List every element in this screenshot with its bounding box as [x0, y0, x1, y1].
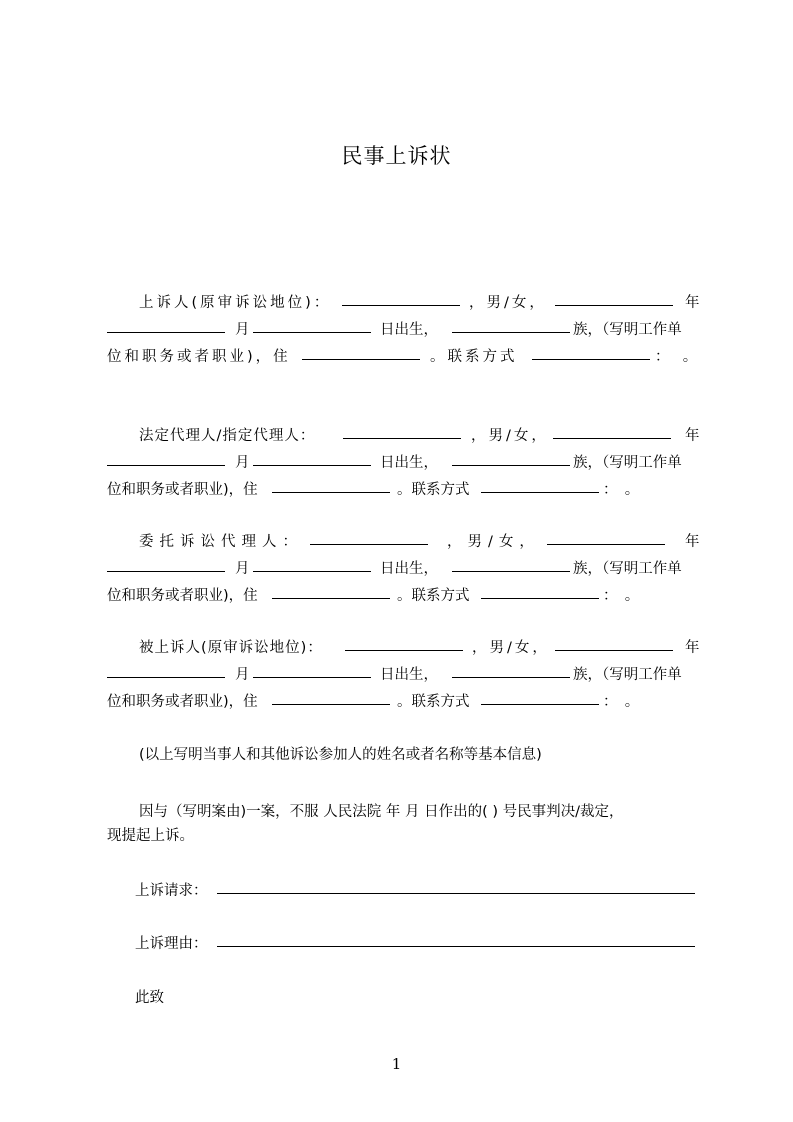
- page-number: 1: [391, 1055, 402, 1073]
- entrusted-agent-line-2: [107, 557, 699, 584]
- appellant-end: ： 。: [655, 349, 701, 365]
- reason-label: 上诉理由：: [135, 936, 208, 952]
- cause-text-1: 因与（写明案由)一案，不服 人民法院 年 月 日作出的( ) 号民事判决/裁定，: [139, 804, 624, 820]
- legal-agent-birth: 日出生，: [380, 455, 438, 471]
- legal-agent-month-blank: [107, 451, 225, 466]
- legal-agent-line-3: [107, 478, 699, 505]
- appellant-year: 年: [685, 295, 703, 311]
- request-label: 上诉请求：: [135, 883, 208, 899]
- entrusted-agent-address-blank: [272, 584, 390, 599]
- appellant-month-blank: [107, 318, 225, 333]
- legal-agent-address-blank: [272, 478, 390, 493]
- legal-agent-occupation: 位和职务或者职业)，住: [107, 482, 258, 498]
- note-text: (以上写明当事人和其他诉讼参加人的姓名或者名称等基本信息): [139, 747, 542, 763]
- entrusted-agent-birth: 日出生，: [380, 561, 438, 577]
- appellee-year: 年: [685, 640, 700, 656]
- legal-agent-gender: ，男/女，: [471, 428, 549, 444]
- entrusted-agent-end: ： 。: [603, 588, 640, 604]
- entrusted-agent-name-blank: [310, 530, 428, 545]
- appellee-month-blank: [107, 663, 225, 678]
- entrusted-agent-gender: ，男/女，: [447, 534, 540, 550]
- entrusted-agent-month-blank: [107, 557, 225, 572]
- appellant-day-blank: [253, 318, 371, 333]
- entrusted-agent-label: 委托诉讼代理人：: [139, 534, 303, 550]
- appellant-ethnic-blank: [452, 318, 570, 333]
- closing-line: [107, 986, 699, 1013]
- appellee-end: ： 。: [603, 694, 640, 710]
- appellant-birth: 日出生，: [380, 322, 438, 338]
- entrusted-agent-contact-blank: [481, 584, 599, 599]
- appellee-ethnic: 族，（写明工作单: [573, 667, 682, 683]
- legal-agent-end: ： 。: [603, 482, 640, 498]
- entrusted-agent-occupation: 位和职务或者职业)，住: [107, 588, 258, 604]
- request-line: [107, 879, 699, 906]
- legal-agent-line-1: [107, 424, 699, 451]
- document-title: 民事上诉状: [341, 144, 452, 168]
- appellant-year-blank: [555, 291, 673, 306]
- cause-text-2: 现提起上诉。: [107, 828, 194, 844]
- appellant-label: 上诉人(原审诉讼地位)：: [139, 295, 332, 311]
- appellant-gender: ，男/女，: [469, 295, 547, 311]
- appellant-month: 月: [235, 322, 250, 338]
- appellee-address-blank: [272, 690, 390, 705]
- appellee-contact-blank: [481, 690, 599, 705]
- legal-agent-label: 法定代理人/指定代理人：: [139, 428, 316, 444]
- entrusted-agent-line-3: [107, 584, 699, 611]
- reason-blank: [217, 932, 695, 947]
- appellee-line-3: [107, 690, 699, 717]
- reason-line: [107, 932, 699, 959]
- appellee-gender: ，男/女，: [472, 640, 550, 656]
- appellee-line-2: [107, 663, 699, 690]
- legal-agent-ethnic-blank: [452, 451, 570, 466]
- entrusted-agent-line-1: [107, 530, 699, 557]
- legal-agent-contact-blank: [481, 478, 599, 493]
- entrusted-agent-day-blank: [253, 557, 371, 572]
- appellee-birth: 日出生，: [380, 667, 438, 683]
- appellee-month: 月: [235, 667, 250, 683]
- appellant-line-2: [107, 318, 699, 345]
- appellant-line-1: [107, 291, 703, 318]
- legal-agent-ethnic: 族，（写明工作单: [573, 455, 682, 471]
- legal-agent-year: 年: [685, 428, 700, 444]
- appellant-address-blank: [302, 345, 420, 360]
- appellant-occupation: 位和职务或者职业)，住: [107, 349, 291, 365]
- appellee-contact: 。联系方式: [397, 694, 470, 710]
- entrusted-agent-ethnic-blank: [452, 557, 570, 572]
- appellant-contact-blank: [532, 345, 650, 360]
- entrusted-agent-year: 年: [685, 534, 700, 550]
- appellee-day-blank: [253, 663, 371, 678]
- appellee-year-blank: [555, 636, 673, 651]
- appellee-line-1: [107, 636, 699, 663]
- legal-agent-day-blank: [253, 451, 371, 466]
- appellee-label: 被上诉人(原审诉讼地位)：: [139, 640, 323, 656]
- appellant-line-3: [107, 345, 699, 372]
- legal-agent-year-blank: [553, 424, 671, 439]
- legal-agent-contact: 。联系方式: [397, 482, 470, 498]
- closing-text: 此致: [135, 990, 164, 1006]
- entrusted-agent-year-blank: [547, 530, 665, 545]
- appellant-ethnic: 族，（写明工作单: [573, 322, 682, 338]
- appellee-ethnic-blank: [452, 663, 570, 678]
- entrusted-agent-month: 月: [235, 561, 250, 577]
- cause-line-2: [107, 824, 699, 851]
- entrusted-agent-contact: 。联系方式: [397, 588, 470, 604]
- legal-agent-line-2: [107, 451, 699, 478]
- entrusted-agent-ethnic: 族，（写明工作单: [573, 561, 682, 577]
- legal-agent-name-blank: [343, 424, 461, 439]
- appellee-name-blank: [345, 636, 463, 651]
- legal-agent-month: 月: [235, 455, 250, 471]
- cause-line-1: [107, 800, 699, 827]
- appellant-name-blank: [342, 291, 460, 306]
- note-line: [107, 743, 699, 770]
- request-blank: [217, 879, 695, 894]
- appellee-occupation: 位和职务或者职业)，住: [107, 694, 258, 710]
- appellant-contact: 。联系方式: [430, 349, 518, 365]
